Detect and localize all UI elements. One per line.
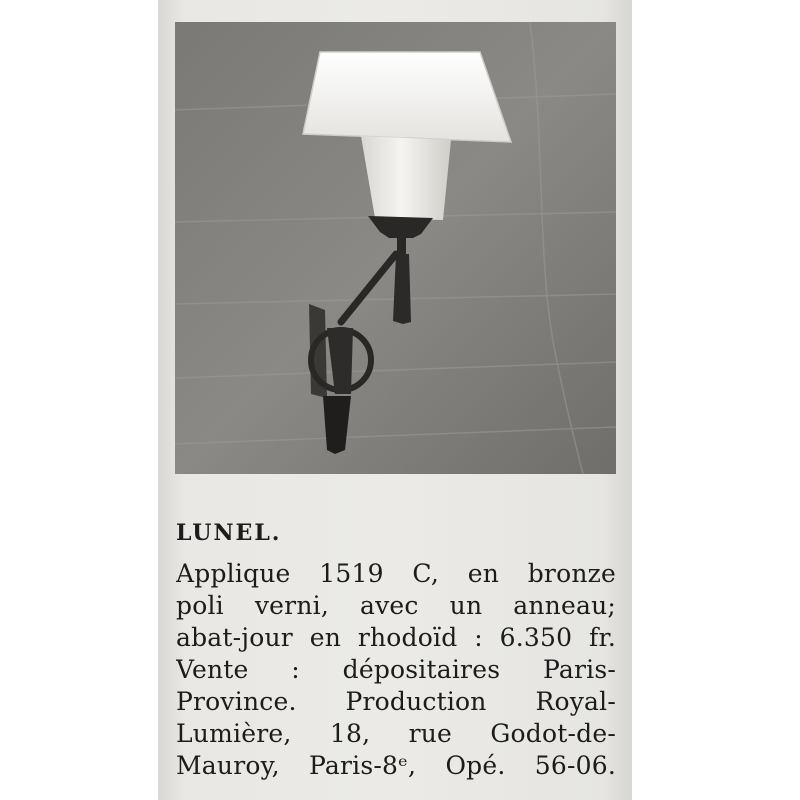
- caption: [176, 520, 616, 782]
- caption-line-4: Vente : dépositaires Paris-: [176, 655, 616, 684]
- caption-line-3: abat-jour en rhodoïd : 6.350 fr.: [176, 623, 616, 652]
- caption-line-6: Lumière, 18, rue Godot-de-: [176, 719, 616, 748]
- lamp-globe: [361, 136, 451, 220]
- caption-title: LUNEL.: [176, 520, 282, 546]
- caption-line-1: Applique 1519 C, en bronze: [176, 559, 616, 588]
- caption-line-5: Province. Production Royal-: [176, 687, 616, 716]
- caption-line-2: poli verni, avec un anneau;: [176, 591, 616, 620]
- bronze-tassel: [393, 254, 411, 324]
- lamp-photo: [175, 22, 616, 474]
- lamp-shade: [303, 52, 511, 142]
- caption-line-7: Mauroy, Paris-8ᵉ, Opé. 56-06.: [176, 751, 616, 780]
